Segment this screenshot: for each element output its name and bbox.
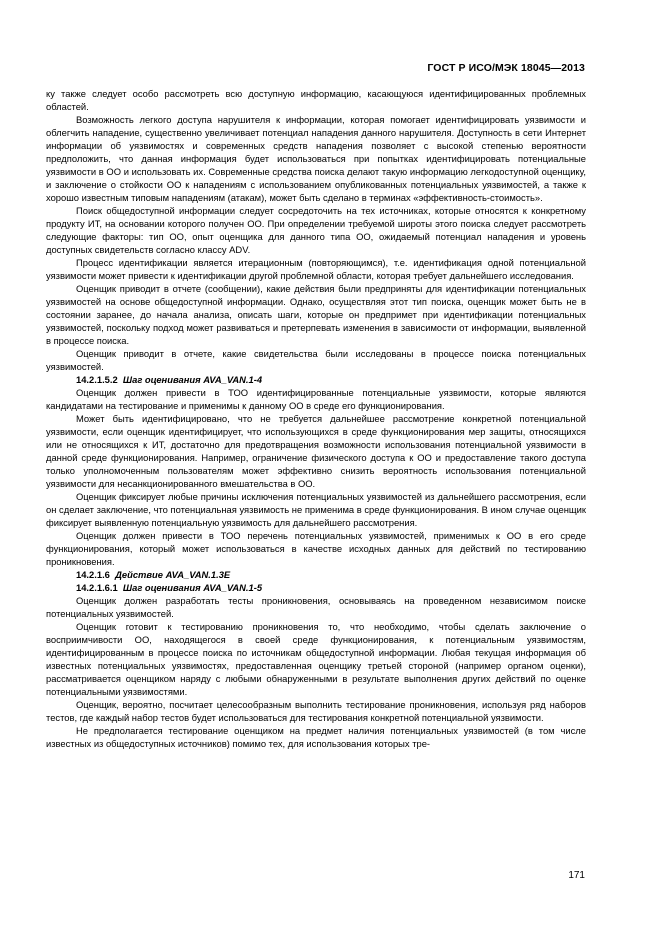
body-paragraph: Может быть идентифицировано, что не требуется дальнейшее рассмотрение конкретной потенциальной уязвимости, если оценщик идентифицирует, что использующихся в среде функционирования мер защиты, относящихся или не относящихся к ИТ, достаточно для предотвращения возможности использования потенциальной уязвимости в данной среде функционирования. Например, ограничение физического доступа к ОО и предоставление такого доступа только уполномоченным пользователям может эффективно снизить вероятность использования потенциальной уязвимости для несанкционированного вмешательства в ОО. (46, 413, 586, 489)
body-paragraph: Возможность легкого доступа нарушителя к информации, которая помогает идентифицировать уязвимости и облегчить нападение, существенно увеличивает потенциал нападения данного нарушителя. Доступность в сети Интернет информации об уязвимостях и современных средств нападения позволяет с высокой степенью вероятности предположить, что данная информация будет использоваться при попытках идентифицировать потенциальные уязвимости в ОО и использовать их. Современные средства поиска делают такую информацию легкодоступной оценщику, и заключение о стойкости ОО к нападениям с использованием опубликованных потенциальных уязвимостей, а также к хорошо известным типовым нападениям (атакам), может быть сделано в терминах «эффективность-стоимость». (46, 114, 586, 203)
body-paragraph: Не предполагается тестирование оценщиком на предмет наличия потенциальных уязвимостей (в том числе известных из общедоступных источников) помимо тех, для использования которых тре- (46, 725, 586, 749)
document-body (46, 87, 586, 750)
body-paragraph: Оценщик должен привести в ТОО идентифицированные потенциальные уязвимости, которые являются кандидатами на тестирование и применимы к данному ОО в среде его функционирования. (46, 387, 586, 411)
body-paragraph: Оценщик, вероятно, посчитает целесообразным выполнить тестирование проникновения, используя ряд наборов тестов, где каждый набор тестов будет использоваться для тестирования конкретной потенциальной уязвимости. (46, 699, 586, 723)
body-paragraph: Поиск общедоступной информации следует сосредоточить на тех источниках, которые относятся к конкретному продукту ИТ, на основании которого получен ОО. При определении требуемой широты этого поиска следует рассмотреть следующие факторы: тип ОО, опыт оценщика для данного типа ОО, ожидаемый потенциал нападения и уровень доступных свидетельств согласно классу ADV. (46, 205, 586, 255)
document-header: ГОСТ Р ИСО/МЭК 18045—2013 (427, 62, 585, 74)
page-number: 171 (568, 870, 585, 881)
section-title: Шаг оценивания AVA_VAN.1-4 (122, 374, 263, 385)
section-number: 14.2.1.6.1 (76, 582, 118, 593)
section-title: Шаг оценивания AVA_VAN.1-5 (122, 582, 263, 593)
section-title: Действие AVA_VAN.1.3E (115, 569, 231, 580)
section-number: 14.2.1.5.2 (76, 374, 118, 385)
section-heading (46, 373, 586, 386)
section-number: 14.2.1.6 (76, 569, 110, 580)
body-paragraph: Оценщик должен разработать тесты проникновения, основываясь на проведенном независимом поиске потенциальных уязвимостей. (46, 595, 586, 619)
body-paragraph: Оценщик приводит в отчете (сообщении), какие действия были предприняты для идентификации потенциальных уязвимостей на основе общедоступной информации. Однако, осуществляя этот тип поиска, оценщик может быть не в состоянии заранее, до начала анализа, описать шаги, которые он предпримет при идентификации потенциальных уязвимостей, поскольку подход может развиваться и претерпевать изменения в зависимости от информации, выявленной в процессе поиска. (46, 283, 586, 346)
body-paragraph: Оценщик готовит к тестированию проникновения то, что необходимо, чтобы сделать заключение о восприимчивости ОО, находящегося в своей среде функционирования, к потенциальным уязвимостям, идентифицированным в процессе поиска по источникам общедоступной информации. Любая текущая информация об известных потенциальных уязвимостях, предоставленная оценщику третьей стороной (например органом оценки), рассматривается оценщиком наряду с любыми обнаруженными в результате выполнения других действий по оценке потенциальными уязвимостями. (46, 621, 586, 697)
body-paragraph: Оценщик фиксирует любые причины исключения потенциальных уязвимостей из дальнейшего рассмотрения, если он сделает заключение, что потенциальная уязвимость не применима в среде функционирования. В ином случае оценщик фиксирует выявленную потенциальную уязвимость для дальнейшего рассмотрения. (46, 491, 586, 528)
section-heading (46, 581, 586, 594)
body-paragraph: ку также следует особо рассмотреть всю доступную информацию, касающуюся идентифицированных проблемных областей. (46, 88, 586, 112)
body-paragraph: Оценщик должен привести в ТОО перечень потенциальных уязвимостей, применимых к ОО в его среде функционирования, который может использоваться в качестве исходных данных для действий по тестированию проникновения. (46, 530, 586, 567)
body-paragraph: Процесс идентификации является итерационным (повторяющимся), т.е. идентификация одной потенциальной уязвимости может привести к идентификации другой проблемной области, которая требует дальнейшего исследования. (46, 257, 586, 281)
body-paragraph: Оценщик приводит в отчете, какие свидетельства были исследованы в процессе поиска потенциальных уязвимостей. (46, 348, 586, 372)
section-heading (46, 568, 586, 581)
